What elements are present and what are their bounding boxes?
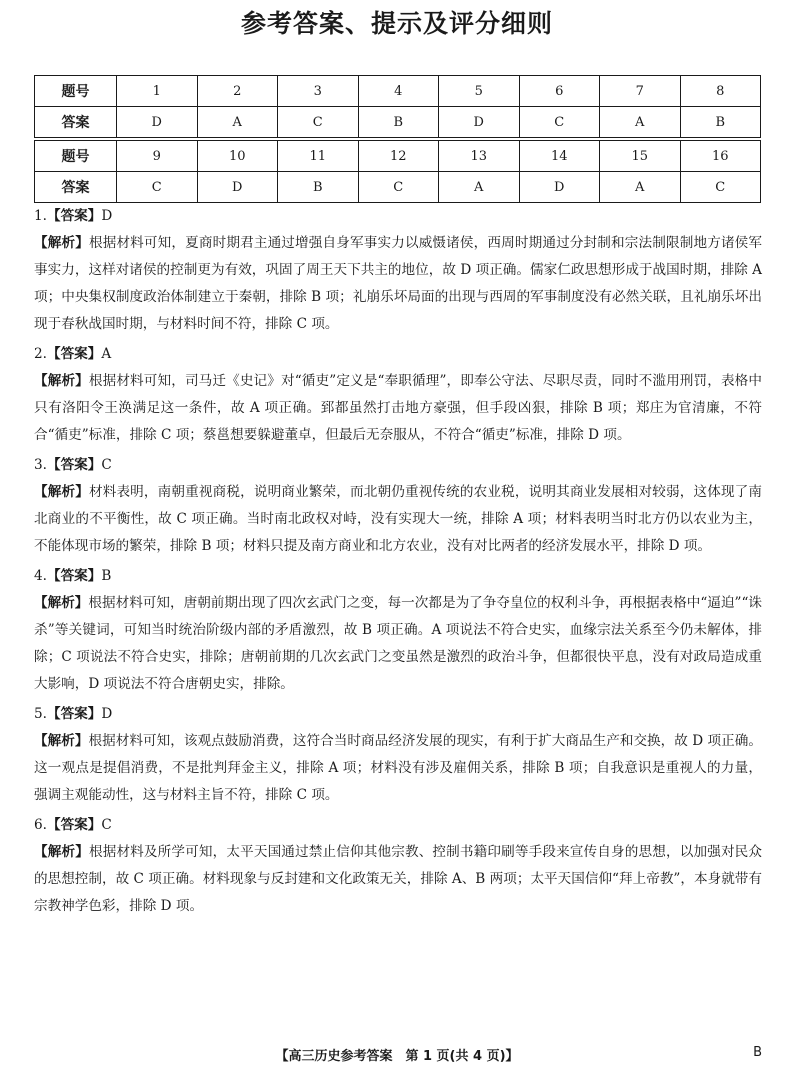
question-2 xyxy=(34,340,762,449)
question-1 xyxy=(34,202,762,338)
question-number-cell: 8 xyxy=(680,76,761,107)
answers-content xyxy=(34,202,762,922)
explanation xyxy=(34,590,762,698)
question-number-cell: 15 xyxy=(600,141,681,172)
explanation-text: 根据材料可知，司马迁《史记》对“循吏”定义是“奉职循理”，即奉公守法、尽职尽责，同时不滥用刑罚，表格中只有洛阳令王涣满足这一条件，故 A 项正确。郅都虽然打击地方豪强，但手段凶狠，排除 B 项；郑庄为官清廉，不符合“循吏”标准，排除 C 项；蔡邕想要躲避董卓，但最后无奈服从，不符合“循吏”标准，排除 D 项。 xyxy=(34,373,763,443)
answer-cell: A xyxy=(197,107,278,138)
explanation xyxy=(34,368,762,449)
answer-cell: C xyxy=(117,172,198,203)
answer-value: C xyxy=(101,817,112,833)
answer-cell: A xyxy=(600,107,681,138)
answer-line xyxy=(34,340,762,368)
question-number-cell: 14 xyxy=(519,141,600,172)
explanation-tag: 【解析】 xyxy=(34,844,89,860)
question-5 xyxy=(34,700,762,809)
answer-table-2 xyxy=(34,140,761,203)
question-number-cell: 11 xyxy=(278,141,359,172)
answer-tag: 【答案】 xyxy=(46,346,102,362)
question-number-cell: 6 xyxy=(519,76,600,107)
question-number: 3. xyxy=(34,457,47,473)
row-label: 题号 xyxy=(35,141,117,172)
table-row-answers xyxy=(35,172,761,203)
question-number-cell: 9 xyxy=(117,141,198,172)
row-label: 答案 xyxy=(35,107,117,138)
row-label: 题号 xyxy=(35,76,117,107)
question-4 xyxy=(34,562,762,698)
answer-cell: A xyxy=(439,172,520,203)
explanation-text: 根据材料可知，该观点鼓励消费，这符合当时商品经济发展的现实，有利于扩大商品生产和交换，故 D 项正确。这一观点是提倡消费，不是批判拜金主义，排除 A 项；材料没有涉及雇佣关系，排除 B 项；自我意识是重视人的力量，强调主观能动性，这与材料主旨不符，排除 C 项。 xyxy=(34,733,762,803)
answer-cell: B xyxy=(358,107,439,138)
explanation-text: 根据材料可知，唐朝前期出现了四次玄武门之变，每一次都是为了争夺皇位的权利斗争，再根据表格中“逼迫”“诛杀”等关键词，可知当时统治阶级内部的矛盾激烈，故 B 项正确。A 项说法不符合史实，血缘宗法关系至今仍未解体，排除；C 项说法不符合史实，排除；唐朝前期的几次玄武门之变虽然是激烈的政治斗争，但都很快平息，没有对政局造成重大影响，D 项说法不符合唐朝史实，排除。 xyxy=(34,595,762,692)
answer-cell: B xyxy=(680,107,761,138)
footer-text: 【高三历史参考答案 第 1 页(共 4 页)】 xyxy=(275,1049,519,1064)
page-footer xyxy=(0,1045,794,1064)
question-number: 2. xyxy=(34,346,47,362)
table-row-numbers xyxy=(35,141,761,172)
answer-cell: D xyxy=(117,107,198,138)
question-number-cell: 4 xyxy=(358,76,439,107)
answer-value: C xyxy=(101,457,112,473)
answer-cell: C xyxy=(680,172,761,203)
answer-line xyxy=(34,451,762,479)
answer-line xyxy=(34,811,762,839)
question-number-cell: 10 xyxy=(197,141,278,172)
answer-tag: 【答案】 xyxy=(46,208,102,224)
question-number: 5. xyxy=(34,706,47,722)
answer-cell: B xyxy=(278,172,359,203)
explanation xyxy=(34,728,762,809)
question-number-cell: 3 xyxy=(278,76,359,107)
explanation-text: 根据材料及所学可知，太平天国通过禁止信仰其他宗教、控制书籍印刷等手段来宣传自身的思想，以加强对民众的思想控制，故 C 项正确。材料现象与反封建和文化政策无关，排除 A、B 两项；太平天国信仰“拜上帝教”，本身就带有宗教神学色彩，排除 D 项。 xyxy=(34,844,763,914)
question-number-cell: 7 xyxy=(600,76,681,107)
answer-cell: A xyxy=(600,172,681,203)
answer-tag: 【答案】 xyxy=(46,568,102,584)
answer-value: B xyxy=(101,568,112,584)
answer-line xyxy=(34,700,762,728)
answer-cell: C xyxy=(358,172,439,203)
answer-value: A xyxy=(101,346,112,362)
answer-cell: D xyxy=(439,107,520,138)
question-number-cell: 1 xyxy=(117,76,198,107)
question-number: 4. xyxy=(34,568,47,584)
explanation xyxy=(34,479,762,560)
question-3 xyxy=(34,451,762,560)
question-number-cell: 13 xyxy=(439,141,520,172)
question-number: 1. xyxy=(34,208,47,224)
explanation-tag: 【解析】 xyxy=(34,733,89,749)
answer-tag: 【答案】 xyxy=(46,706,102,722)
answer-cell: C xyxy=(519,107,600,138)
question-number-cell: 16 xyxy=(680,141,761,172)
paper-code: B xyxy=(753,1045,762,1060)
table-row-answers xyxy=(35,107,761,138)
answer-cell: D xyxy=(519,172,600,203)
explanation-text: 材料表明，南朝重视商税，说明商业繁荣，而北朝仍重视传统的农业税，说明其商业发展相对较弱，这体现了南北商业的不平衡性，故 C 项正确。当时南北政权对峙，没有实现大一统，排除 A 项；材料表明当时北方仍以农业为主，不能体现市场的繁荣，排除 B 项；材料只提及南方商业和北方农业，没有对比两者的经济发展水平，排除 D 项。 xyxy=(34,484,763,554)
answer-table-1 xyxy=(34,75,761,138)
question-number-cell: 12 xyxy=(358,141,439,172)
question-number-cell: 5 xyxy=(439,76,520,107)
answer-tag: 【答案】 xyxy=(46,457,102,473)
explanation-text: 根据材料可知，夏商时期君主通过增强自身军事实力以威慑诸侯，西周时期通过分封制和宗法制限制地方诸侯军事实力，这样对诸侯的控制更为有效，巩固了周王天下共主的地位，故 D 项正确。儒家仁政思想形成于战国时期，排除 A 项；中央集权制度政治体制建立于秦朝，排除 B 项；礼崩乐坏局面的出现与西周的军事制度没有必然关联，且礼崩乐坏出现于春秋战国时期，与材料时间不符，排除 C 项。 xyxy=(34,235,763,332)
explanation-tag: 【解析】 xyxy=(34,484,89,500)
explanation-tag: 【解析】 xyxy=(34,235,89,251)
question-number: 6. xyxy=(34,817,47,833)
explanation xyxy=(34,230,762,338)
question-number-cell: 2 xyxy=(197,76,278,107)
table-row-numbers xyxy=(35,76,761,107)
answer-cell: D xyxy=(197,172,278,203)
answer-tag: 【答案】 xyxy=(46,817,102,833)
explanation xyxy=(34,839,762,920)
answer-line xyxy=(34,202,762,230)
answer-value: D xyxy=(101,706,113,722)
explanation-tag: 【解析】 xyxy=(34,595,89,611)
answer-value: D xyxy=(101,208,113,224)
explanation-tag: 【解析】 xyxy=(34,373,89,389)
question-6 xyxy=(34,811,762,920)
answer-cell: C xyxy=(278,107,359,138)
row-label: 答案 xyxy=(35,172,117,203)
answer-line xyxy=(34,562,762,590)
page-title: 参考答案、提示及评分细则 xyxy=(240,9,553,38)
